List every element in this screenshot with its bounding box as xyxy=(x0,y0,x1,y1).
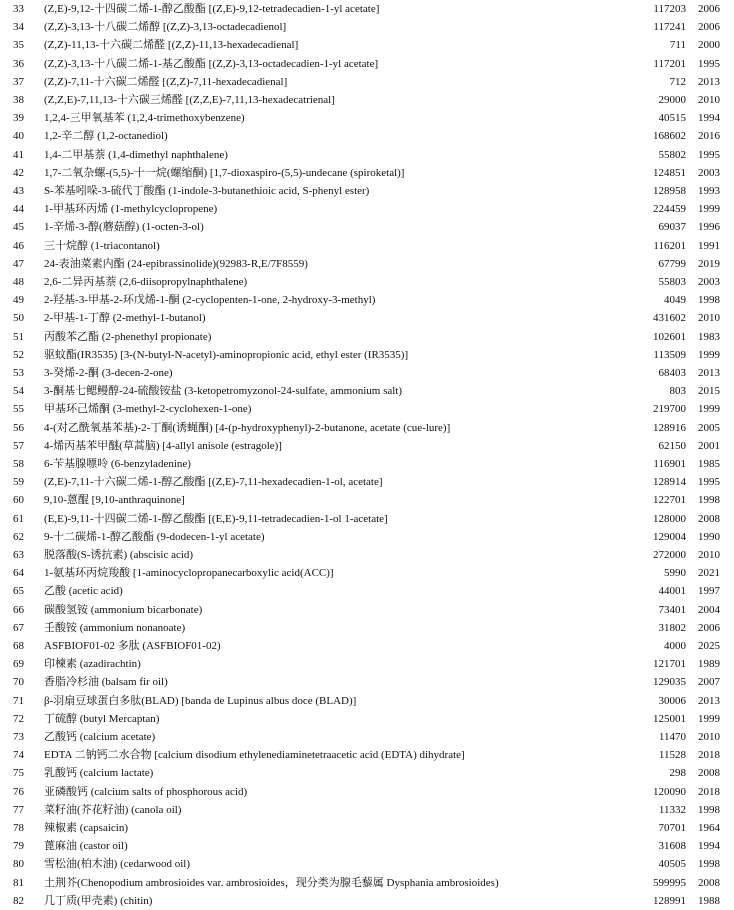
pc-code: 122701 xyxy=(653,494,686,507)
registration-year: 2010 xyxy=(698,94,720,106)
pc-code: 117203 xyxy=(653,3,686,15)
substance-name: 三十烷醇 (1-triacontanol) xyxy=(44,239,160,252)
pc-code: 67799 xyxy=(658,257,686,270)
row-number: 67 xyxy=(13,621,24,634)
substance-name: 几丁质(甲壳素) (chitin) xyxy=(44,894,153,907)
registration-year: 2025 xyxy=(698,640,720,652)
table-row xyxy=(0,637,734,655)
table-row xyxy=(0,783,734,801)
pc-code: 40515 xyxy=(658,112,686,125)
table-row xyxy=(0,582,734,600)
table-row xyxy=(0,837,734,855)
pc-code: 712 xyxy=(669,75,686,88)
table-row xyxy=(0,382,734,400)
table-row xyxy=(0,18,734,36)
row-number: 43 xyxy=(13,185,24,197)
registration-year: 1990 xyxy=(698,530,720,543)
substance-name: 乙酸 (acetic acid) xyxy=(44,585,123,598)
table-row xyxy=(0,400,734,418)
row-number: 57 xyxy=(13,439,24,452)
row-number: 39 xyxy=(13,112,24,125)
registration-year: 2007 xyxy=(698,676,720,689)
row-number: 53 xyxy=(13,367,24,379)
registration-year: 1999 xyxy=(698,403,720,416)
substance-name: 乳酸钙 (calcium lactate) xyxy=(44,767,154,780)
pc-code: 11332 xyxy=(658,803,686,816)
table-row xyxy=(0,164,734,182)
registration-year: 2008 xyxy=(698,767,720,780)
pc-code: 129035 xyxy=(653,676,686,689)
table-row xyxy=(0,309,734,327)
row-number: 81 xyxy=(13,876,24,889)
pc-code: 124851 xyxy=(653,166,686,179)
row-number: 36 xyxy=(13,57,24,70)
registration-year: 1995 xyxy=(698,476,720,489)
registration-year: 1985 xyxy=(698,458,720,470)
row-number: 37 xyxy=(13,75,24,88)
table-row xyxy=(0,273,734,291)
pc-code: 68403 xyxy=(658,367,686,379)
registration-year: 1999 xyxy=(698,348,720,361)
registration-year: 1988 xyxy=(698,894,720,907)
registration-year: 1998 xyxy=(698,494,720,507)
substance-name: 辣椒素 (capsaicin) xyxy=(44,822,128,834)
row-number: 42 xyxy=(13,166,24,179)
pc-code: 711 xyxy=(669,39,686,52)
substance-name: β-羽扇豆球蛋白多肽(BLAD) [banda de Lupinus albus doce (BLAD)] xyxy=(44,694,357,707)
table-row xyxy=(0,364,734,382)
row-number: 45 xyxy=(13,221,24,234)
substance-name: 1,2,4-三甲氧基苯 (1,2,4-trimethoxybenzene) xyxy=(44,112,245,125)
registration-year: 1983 xyxy=(698,330,720,343)
table-row xyxy=(0,673,734,691)
registration-year: 2006 xyxy=(698,21,720,34)
table-row xyxy=(0,218,734,236)
pc-code: 803 xyxy=(669,385,686,398)
registration-year: 2003 xyxy=(698,166,720,179)
row-number: 55 xyxy=(13,403,24,416)
registration-year: 2010 xyxy=(698,731,720,743)
registration-year: 2016 xyxy=(698,130,720,143)
registration-year: 1991 xyxy=(698,239,720,252)
substance-name: ASFBIOF01-02 多肽 (ASFBIOF01-02) xyxy=(44,640,221,652)
row-number: 41 xyxy=(13,148,24,161)
registration-year: 2006 xyxy=(698,3,720,15)
table-row xyxy=(0,473,734,491)
pc-code: 40505 xyxy=(658,858,686,871)
substance-name: (Z,Z)-3,13-十八碳二烯醇 [(Z,Z)-3,13-octadecadienol] xyxy=(44,21,287,34)
registration-year: 1998 xyxy=(698,294,720,307)
substance-name: 驱蚊酯(IR3535) [3-(N-butyl-N-acetyl)-aminopropionic acid, ethyl ester (IR3535)] xyxy=(44,348,409,361)
table-row xyxy=(0,764,734,782)
registration-year: 1999 xyxy=(698,712,720,725)
row-number: 63 xyxy=(13,549,24,561)
substance-name: (Z,Z,E)-7,11,13-十六碳三烯醛 [(Z,Z,E)-7,11,13-hexadecatrienal] xyxy=(44,94,335,106)
pc-code: 102601 xyxy=(653,330,686,343)
table-row xyxy=(0,109,734,127)
substance-name: 1,2-辛二醇 (1,2-octanediol) xyxy=(44,130,168,143)
substance-name: S-苯基吲哚-3-硫代丁酸酯 (1-indole-3-butanethioic acid, S-phenyl ester) xyxy=(44,185,370,197)
substance-name: (Z,Z)-11,13-十六碳二烯醛 [(Z,Z)-11,13-hexadecadienal] xyxy=(44,39,299,52)
substance-name: (E,E)-9,11-十四碳二烯-1-醇乙酸酯 [(E,E)-9,11-tetradecadien-1-ol 1-acetate] xyxy=(44,512,388,525)
registration-year: 1964 xyxy=(698,822,720,834)
table-row xyxy=(0,182,734,200)
registration-year: 1998 xyxy=(698,858,720,871)
row-number: 49 xyxy=(13,294,24,307)
substance-name: 1-甲基环丙烯 (1-methylcyclopropene) xyxy=(44,203,218,216)
pc-code: 29000 xyxy=(658,94,686,106)
substance-name: 3-癸烯-2-酮 (3-decen-2-one) xyxy=(44,367,173,379)
table-row xyxy=(0,892,734,910)
substance-name: (Z,E)-7,11-十六碳二烯-1-醇乙酸酯 [(Z,E)-7,11-hexadecadien-1-ol, acetate] xyxy=(44,476,383,489)
pc-code: 70701 xyxy=(658,822,686,834)
pc-code: 128958 xyxy=(653,185,686,197)
row-number: 73 xyxy=(13,731,24,743)
registration-year: 2004 xyxy=(698,603,720,616)
pc-code: 44001 xyxy=(658,585,686,598)
row-number: 61 xyxy=(13,512,24,525)
row-number: 74 xyxy=(13,749,24,762)
registration-year: 2000 xyxy=(698,39,720,52)
pc-code: 116201 xyxy=(653,239,686,252)
row-number: 44 xyxy=(13,203,24,216)
substance-name: 1,7-二氧杂螺-(5,5)-十一烷(螺缩酮) [1,7-dioxaspiro-(5,5)-undecane (spiroketal)] xyxy=(44,166,405,179)
table-row xyxy=(0,546,734,564)
substance-name: 9-十二碳烯-1-醇乙酸酯 (9-dodecen-1-yl acetate) xyxy=(44,530,265,543)
substance-name: 2-甲基-1-丁醇 (2-methyl-1-butanol) xyxy=(44,312,206,325)
table-row xyxy=(0,692,734,710)
table-row xyxy=(0,601,734,619)
registration-year: 2010 xyxy=(698,312,720,325)
table-row xyxy=(0,819,734,837)
table-row xyxy=(0,291,734,309)
table-row xyxy=(0,328,734,346)
row-number: 50 xyxy=(13,312,24,325)
row-number: 33 xyxy=(13,3,24,15)
pc-code: 128991 xyxy=(653,894,686,907)
table-row xyxy=(0,510,734,528)
pc-code: 128000 xyxy=(653,512,686,525)
pc-code: 73401 xyxy=(658,603,686,616)
pc-code: 116901 xyxy=(653,458,686,470)
row-number: 82 xyxy=(13,894,24,907)
row-number: 51 xyxy=(13,330,24,343)
registration-year: 2021 xyxy=(698,567,720,580)
pc-code: 129004 xyxy=(653,530,686,543)
pc-code: 11528 xyxy=(658,749,686,762)
row-number: 80 xyxy=(13,858,24,871)
row-number: 34 xyxy=(13,21,24,34)
row-number: 48 xyxy=(13,276,24,288)
row-number: 69 xyxy=(13,658,24,671)
row-number: 40 xyxy=(13,130,24,143)
row-number: 54 xyxy=(13,385,24,398)
row-number: 79 xyxy=(13,840,24,853)
substance-name: (Z,Z)-3,13-十八碳二烯-1-基乙酸酯 [(Z,Z)-3,13-octadecadien-1-yl acetate] xyxy=(44,57,379,70)
row-number: 59 xyxy=(13,476,24,489)
pc-code: 69037 xyxy=(658,221,686,234)
registration-year: 2015 xyxy=(698,385,720,398)
pc-code: 431602 xyxy=(653,312,686,325)
registration-year: 1996 xyxy=(698,221,720,234)
registration-year: 1994 xyxy=(698,840,720,853)
row-number: 75 xyxy=(13,767,24,780)
registration-year: 2010 xyxy=(698,549,720,561)
table-row xyxy=(0,564,734,582)
row-number: 77 xyxy=(13,803,24,816)
pc-code: 117241 xyxy=(653,21,686,34)
registration-year: 1997 xyxy=(698,585,720,598)
pc-code: 120090 xyxy=(653,785,686,798)
pc-code: 62150 xyxy=(658,439,686,452)
substance-name: 4-烯丙基苯甲醚(草蒿脑) [4-allyl anisole (estragole)] xyxy=(44,439,282,452)
registration-year: 1999 xyxy=(698,203,720,216)
pc-code: 219700 xyxy=(653,403,686,416)
table-row xyxy=(0,746,734,764)
substance-name: 丙酸苯乙酯 (2-phenethyl propionate) xyxy=(44,330,212,343)
pc-code: 55803 xyxy=(658,276,686,288)
table-row xyxy=(0,346,734,364)
row-number: 38 xyxy=(13,94,24,106)
row-number: 64 xyxy=(13,567,24,580)
substance-name: 3-酮基七鳃鳗醇-24-硫酸铵盐 (3-ketopetromyzonol-24-sulfate, ammonium salt) xyxy=(44,385,403,398)
pc-code: 31802 xyxy=(658,621,686,634)
table-row xyxy=(0,127,734,145)
table-row xyxy=(0,801,734,819)
row-number: 68 xyxy=(13,640,24,652)
table-row xyxy=(0,655,734,673)
table-row xyxy=(0,455,734,473)
substance-name: 24-表油菜素内酯 (24-epibrassinolide)(92983-R,E/7F8559) xyxy=(44,257,308,270)
registration-year: 2018 xyxy=(698,785,720,798)
table-row xyxy=(0,255,734,273)
pc-code: 168602 xyxy=(653,130,686,143)
registration-year: 2013 xyxy=(698,367,720,379)
substance-name: 土荆芥(Chenopodium ambrosioides var. ambrosioides，现分类为腺毛藜属 Dysphania ambrosioides) xyxy=(44,876,499,889)
substance-name: 1,4-二甲基萘 (1,4-dimethyl naphthalene) xyxy=(44,148,228,161)
substance-name: 6-苄基腺嘌呤 (6-benzyladenine) xyxy=(44,458,191,470)
substance-name: 2-羟基-3-甲基-2-环戊烯-1-酮 (2-cyclopenten-1-one, 2-hydroxy-3-methyl) xyxy=(44,294,376,307)
row-number: 47 xyxy=(13,257,24,270)
row-number: 78 xyxy=(13,822,24,834)
substance-name: 1-氨基环丙烷羧酸 [1-aminocyclopropanecarboxylic acid(ACC)] xyxy=(44,567,334,580)
table-row xyxy=(0,36,734,54)
pc-code: 224459 xyxy=(653,203,686,216)
registration-year: 1993 xyxy=(698,185,720,197)
substance-name: 脱落酸(S-诱抗素) (abscisic acid) xyxy=(44,549,194,561)
table-row xyxy=(0,710,734,728)
pc-code: 5990 xyxy=(664,567,686,580)
substance-name: 9,10-蒽醌 [9,10-anthraquinone] xyxy=(44,494,185,507)
substance-name: (Z,E)-9,12-十四碳二烯-1-醇乙酸酯 [(Z,E)-9,12-tetradecadien-1-yl acetate] xyxy=(44,3,380,15)
registration-year: 2008 xyxy=(698,876,720,889)
row-number: 71 xyxy=(13,694,24,707)
registration-year: 2013 xyxy=(698,694,720,707)
substance-name: 1-辛烯-3-醇(蘑菇醇) (1-octen-3-ol) xyxy=(44,221,204,234)
pc-code: 4049 xyxy=(664,294,686,307)
pc-code: 272000 xyxy=(653,549,686,561)
pc-code: 30006 xyxy=(658,694,686,707)
table-row xyxy=(0,855,734,873)
table-row xyxy=(0,146,734,164)
row-number: 35 xyxy=(13,39,24,52)
table-row xyxy=(0,437,734,455)
substance-name: 蓖麻油 (castor oil) xyxy=(44,840,128,853)
substance-name: 丁硫醇 (butyl Mercaptan) xyxy=(44,712,160,725)
pc-code: 128916 xyxy=(653,421,686,434)
substance-name: 印楝素 (azadirachtin) xyxy=(44,658,141,671)
registration-year: 2008 xyxy=(698,512,720,525)
pc-code: 11470 xyxy=(658,731,686,743)
pc-code: 125001 xyxy=(653,712,686,725)
table-row xyxy=(0,419,734,437)
registration-year: 2018 xyxy=(698,749,720,762)
row-number: 76 xyxy=(13,785,24,798)
table-row xyxy=(0,619,734,637)
registration-year: 1994 xyxy=(698,112,720,125)
table-row xyxy=(0,91,734,109)
pc-code: 55802 xyxy=(658,148,686,161)
substance-name: 菜籽油(芥花籽油) (canola oil) xyxy=(44,803,182,816)
registration-year: 2005 xyxy=(698,421,720,434)
substance-name: 亚磷酸钙 (calcium salts of phosphorous acid) xyxy=(44,785,248,798)
row-number: 72 xyxy=(13,712,24,725)
table-row xyxy=(0,728,734,746)
substance-name: (Z,Z)-7,11-十六碳二烯醛 [(Z,Z)-7,11-hexadecadienal] xyxy=(44,75,288,88)
substance-name: 碳酸氢铵 (ammonium bicarbonate) xyxy=(44,603,203,616)
table-row xyxy=(0,874,734,892)
table-row xyxy=(0,55,734,73)
substance-name: 4-(对乙酰氧基苯基)-2-丁酮(诱蝇酮) [4-(p-hydroxyphenyl)-2-butanone, acetate (cue-lure)] xyxy=(44,421,451,434)
registration-year: 1995 xyxy=(698,148,720,161)
row-number: 70 xyxy=(13,676,24,689)
registration-year: 1995 xyxy=(698,57,720,70)
row-number: 65 xyxy=(13,585,24,598)
row-number: 52 xyxy=(13,348,24,361)
registration-year: 2006 xyxy=(698,621,720,634)
substance-name: 2,6-二异丙基萘 (2,6-diisopropylnaphthalene) xyxy=(44,276,248,288)
registration-year: 2003 xyxy=(698,276,720,288)
table-row xyxy=(0,200,734,218)
row-number: 66 xyxy=(13,603,24,616)
substance-name: 甲基环己烯酮 (3-methyl-2-cyclohexen-1-one) xyxy=(44,403,252,416)
pc-code: 298 xyxy=(669,767,686,780)
pc-code: 113509 xyxy=(653,348,686,361)
table-row xyxy=(0,237,734,255)
table-row xyxy=(0,0,734,18)
registration-year: 2001 xyxy=(698,439,720,452)
substance-name: 壬酸铵 (ammonium nonanoate) xyxy=(44,621,186,634)
pc-code: 121701 xyxy=(653,658,686,671)
row-number: 62 xyxy=(13,530,24,543)
table-row xyxy=(0,528,734,546)
substance-name: EDTA 二钠钙二水合物 [calcium disodium ethylenediaminetetraacetic acid (EDTA) dihydrate] xyxy=(44,749,465,762)
table-row xyxy=(0,73,734,91)
substance-name: 香脂冷杉油 (balsam fir oil) xyxy=(44,676,168,689)
registration-year: 1989 xyxy=(698,658,720,671)
row-number: 58 xyxy=(13,458,24,470)
table-row xyxy=(0,491,734,509)
row-number: 46 xyxy=(13,239,24,252)
row-number: 56 xyxy=(13,421,24,434)
pc-code: 4000 xyxy=(664,640,686,652)
pc-code: 128914 xyxy=(653,476,686,489)
substance-name: 乙酸钙 (calcium acetate) xyxy=(44,731,156,743)
row-number: 60 xyxy=(13,494,24,507)
substance-name: 雪松油(柏木油) (cedarwood oil) xyxy=(44,858,191,871)
pc-code: 599995 xyxy=(653,876,686,889)
registration-year: 1998 xyxy=(698,803,720,816)
registration-year: 2019 xyxy=(698,257,720,270)
registration-year: 2013 xyxy=(698,75,720,88)
pc-code: 31608 xyxy=(658,840,686,853)
pc-code: 117201 xyxy=(653,57,686,70)
